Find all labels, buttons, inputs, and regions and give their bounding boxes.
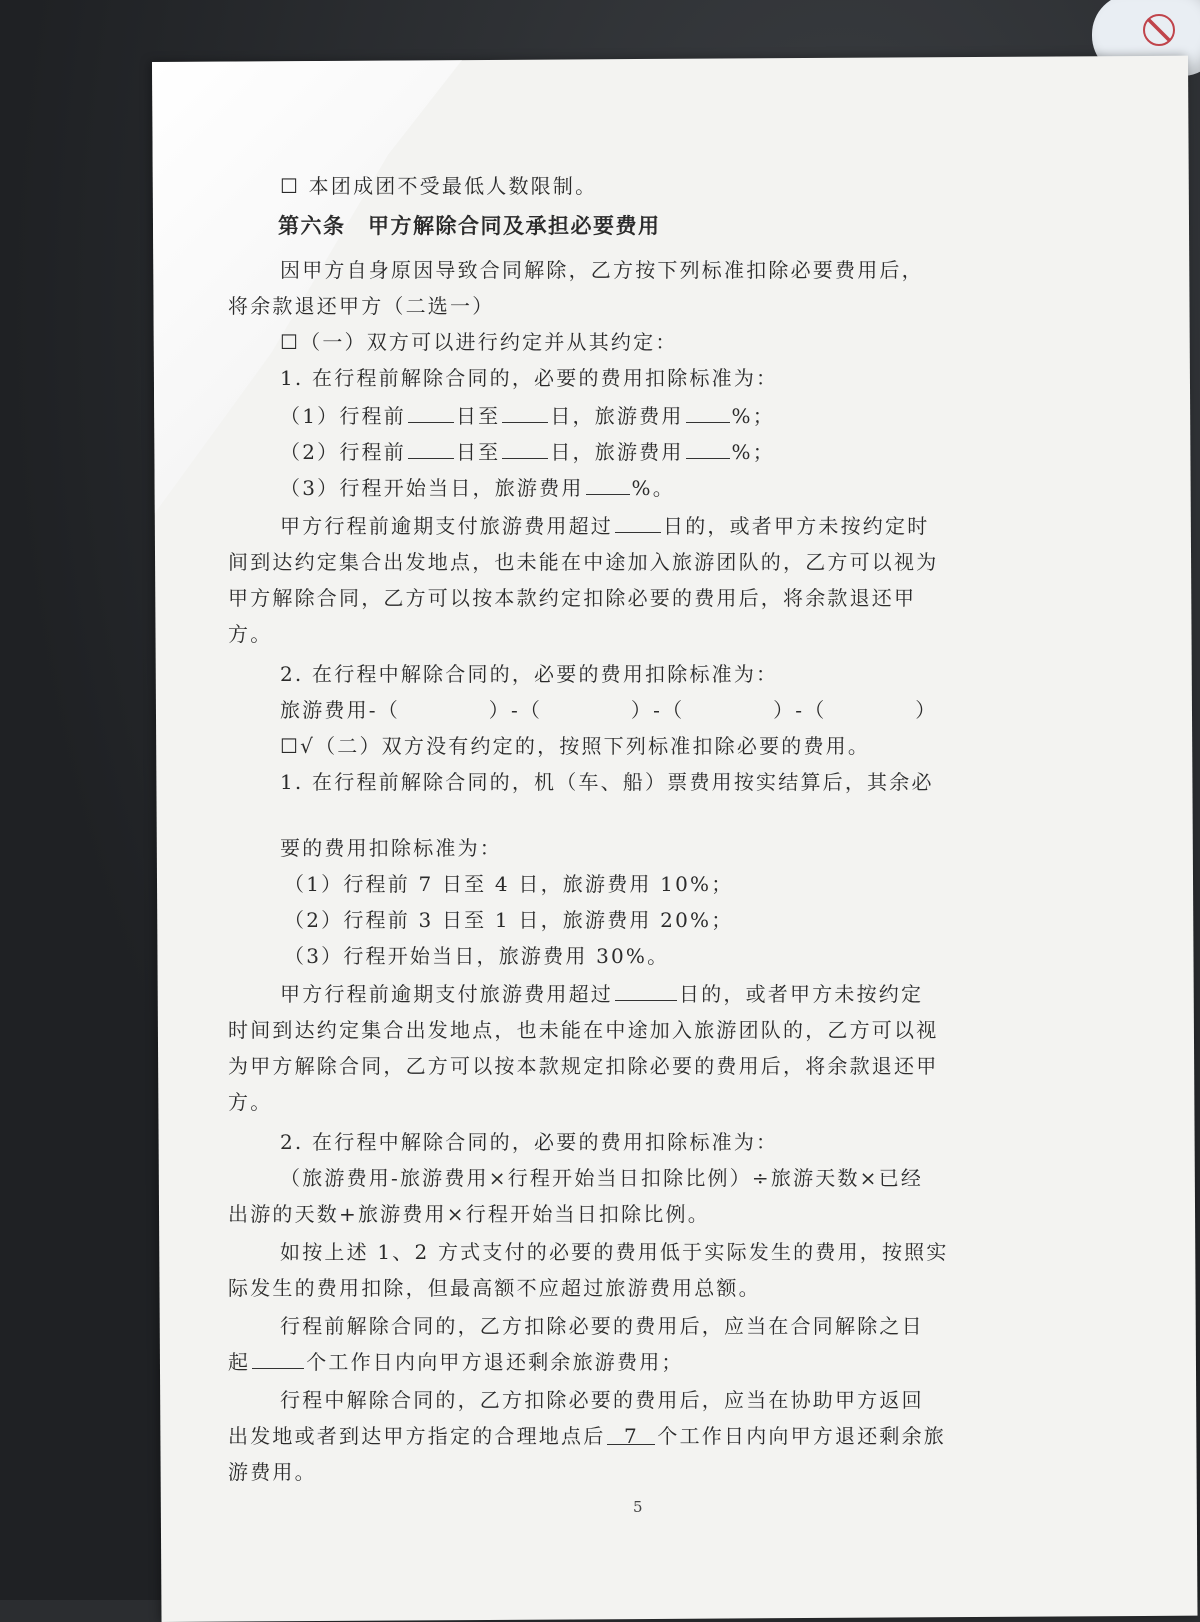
paragraph-line: 1. 在行程前解除合同的，必要的费用扣除标准为：	[280, 366, 779, 390]
paragraph-line: 方。	[228, 1090, 273, 1114]
filled-field: 7	[607, 1424, 655, 1445]
deduction-rate-1: （1）行程前 7 日至 4 日，旅游费用 10%；	[284, 872, 734, 896]
deduction-formula: （旅游费用-旅游费用×行程开始当日扣除比例）÷旅游天数×已经	[280, 1166, 924, 1190]
paragraph-line: 行程前解除合同的，乙方扣除必要的费用后，应当在合同解除之日	[280, 1314, 924, 1338]
paragraph-line	[228, 1346, 684, 1375]
text-fragment: 日的，或者甲方未按约定	[679, 982, 924, 1006]
paragraph-line: 甲方解除合同，乙方可以按本款约定扣除必要的费用后，将余款退还甲	[228, 586, 917, 610]
text-fragment: 出发地或者到达甲方指定的合理地点后	[228, 1424, 606, 1448]
blank-field	[252, 1348, 304, 1369]
text-fragment: %。	[631, 476, 675, 500]
paragraph-line: 时间到达约定集合出发地点，也未能在中途加入旅游团队的，乙方可以视	[228, 1018, 939, 1042]
fill-line-2	[280, 436, 775, 465]
paragraph-line: 要的费用扣除标准为：	[280, 836, 502, 860]
paragraph-line	[280, 978, 923, 1007]
fill-line-3	[280, 472, 675, 501]
paragraph-line: 行程中解除合同的，乙方扣除必要的费用后，应当在协助甲方返回	[280, 1388, 924, 1412]
clause-min-group-checkbox: ☐ 本团成团不受最低人数限制。	[280, 174, 598, 198]
blank-field	[502, 402, 548, 423]
deduction-formula-blank: 旅游费用-（ ）-（ ）-（ ）-（ ）	[280, 698, 938, 722]
text-fragment: %；	[731, 404, 775, 428]
paragraph-line: 游费用。	[228, 1460, 317, 1484]
blank-field	[586, 474, 630, 495]
text-fragment: 起	[228, 1350, 251, 1374]
blank-field	[615, 980, 677, 1001]
blank-field	[502, 438, 548, 459]
blank-field	[408, 438, 454, 459]
text-fragment: 甲方行程前逾期支付旅游费用超过	[280, 982, 613, 1006]
option-1-checkbox: ☐（一）双方可以进行约定并从其约定：	[280, 330, 678, 354]
text-fragment: 日至	[455, 440, 501, 464]
blank-field	[686, 438, 730, 459]
text-fragment: 日，旅游费用	[550, 440, 684, 464]
text-fragment: 日的，或者甲方未按约定时	[663, 514, 930, 538]
deduction-rate-3: （3）行程开始当日，旅游费用 30%。	[284, 944, 670, 968]
paragraph-line: 方。	[228, 622, 273, 646]
paragraph-line: 为甲方解除合同，乙方可以按本款规定扣除必要的费用后，将余款退还甲	[228, 1054, 939, 1078]
paragraph-line: 间到达约定集合出发地点，也未能在中途加入旅游团队的，乙方可以视为	[228, 550, 939, 574]
blank-field	[408, 402, 454, 423]
bottle-logo-icon	[1143, 14, 1175, 46]
article-6-heading: 第六条 甲方解除合同及承担必要费用	[278, 214, 661, 238]
page-number: 5	[633, 1498, 643, 1516]
deduction-formula: 出游的天数+旅游费用×行程开始当日扣除比例。	[228, 1202, 710, 1226]
text-fragment: 甲方行程前逾期支付旅游费用超过	[280, 514, 613, 538]
paragraph-line: 将余款退还甲方（二选一）	[228, 294, 495, 318]
text-fragment: 个工作日内向甲方退还剩余旅	[657, 1424, 947, 1448]
fill-line-1	[280, 400, 775, 429]
paragraph-line: 如按上述 1、2 方式支付的必要的费用低于实际发生的费用，按照实	[280, 1240, 949, 1264]
text-fragment: 日，旅游费用	[550, 404, 684, 428]
text-fragment: 日至	[455, 404, 501, 428]
paragraph-line: 2. 在行程中解除合同的，必要的费用扣除标准为：	[280, 1130, 779, 1154]
paragraph-line	[228, 1420, 946, 1449]
paragraph-line: 际发生的费用扣除，但最高额不应超过旅游费用总额。	[228, 1276, 761, 1300]
paragraph-line: 2. 在行程中解除合同的，必要的费用扣除标准为：	[280, 662, 779, 686]
text-fragment: 个工作日内向甲方退还剩余旅游费用；	[306, 1350, 684, 1374]
paragraph-line: 因甲方自身原因导致合同解除，乙方按下列标准扣除必要费用后，	[280, 258, 924, 282]
paragraph-line	[280, 510, 929, 539]
option-2-checkbox-checked: ☐√（二）双方没有约定的，按照下列标准扣除必要的费用。	[280, 734, 871, 758]
text-fragment: （1）行程前	[280, 404, 406, 428]
blank-field	[615, 512, 661, 533]
deduction-rate-2: （2）行程前 3 日至 1 日，旅游费用 20%；	[284, 908, 734, 932]
text-fragment: （2）行程前	[280, 440, 406, 464]
text-fragment: %；	[731, 440, 775, 464]
text-fragment: （3）行程开始当日，旅游费用	[280, 476, 584, 500]
paragraph-line: 1. 在行程前解除合同的，机（车、船）票费用按实结算后，其余必	[280, 770, 934, 794]
blank-field	[686, 402, 730, 423]
